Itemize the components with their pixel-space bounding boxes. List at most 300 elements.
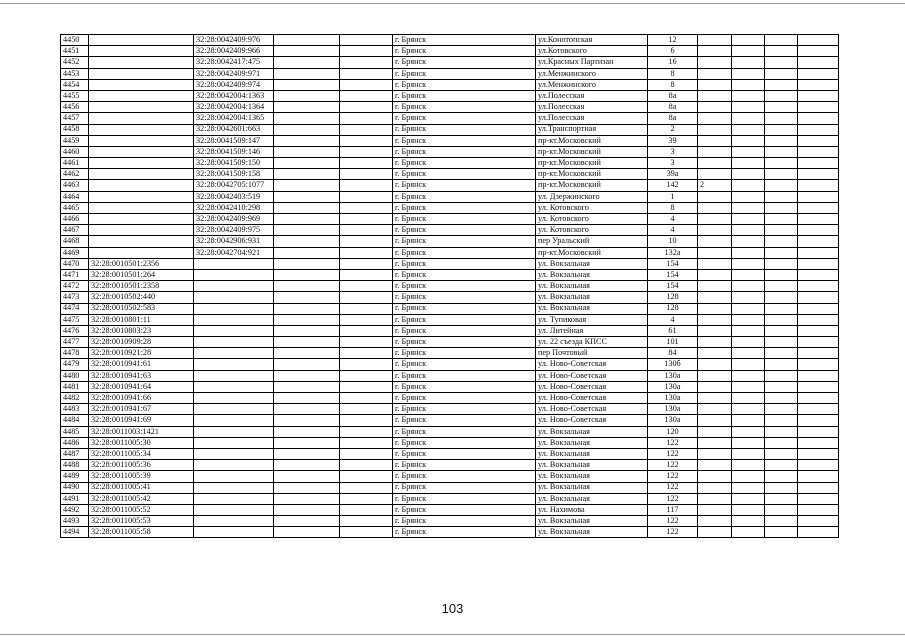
cadastral-number-building [89, 113, 194, 124]
cell-empty [274, 314, 340, 325]
extra-cell [698, 158, 732, 169]
cadastral-number-building [89, 135, 194, 146]
street-cell: пер Уральский [536, 236, 648, 247]
table-row [61, 113, 839, 124]
cadastral-number-building: 32:28:0010502:440 [89, 292, 194, 303]
house-cell: 130а [648, 393, 698, 404]
cell-empty [765, 225, 798, 236]
row-number: 4494 [61, 527, 89, 538]
cell-empty [732, 135, 765, 146]
cadastral-number-building [89, 158, 194, 169]
table-row [61, 180, 839, 191]
cadastral-number-building [89, 35, 194, 46]
cell-empty [765, 202, 798, 213]
cell-empty [340, 247, 393, 258]
house-cell: 130а [648, 370, 698, 381]
cell-empty [340, 269, 393, 280]
city-cell: г. Брянск [393, 381, 536, 392]
house-cell: 101 [648, 337, 698, 348]
cell-empty [732, 359, 765, 370]
cell-empty [765, 393, 798, 404]
house-cell: 122 [648, 471, 698, 482]
cell-empty [274, 35, 340, 46]
cell-empty [274, 269, 340, 280]
row-number: 4453 [61, 68, 89, 79]
street-cell: ул. Вокзальная [536, 303, 648, 314]
cell-empty [798, 269, 839, 280]
extra-cell [698, 381, 732, 392]
cell-empty [274, 236, 340, 247]
cell-empty [274, 437, 340, 448]
cell-empty [765, 404, 798, 415]
table-row [61, 393, 839, 404]
cell-empty [765, 359, 798, 370]
cell-empty [732, 225, 765, 236]
house-cell: 130б [648, 359, 698, 370]
table-row [61, 527, 839, 538]
cell-empty [732, 516, 765, 527]
cell-empty [340, 214, 393, 225]
house-cell: 122 [648, 460, 698, 471]
cadastral-number-premises: 32:28:0041509:147 [194, 135, 274, 146]
cell-empty [732, 437, 765, 448]
cadastral-number-premises: 32:28:0041509:158 [194, 169, 274, 180]
extra-cell [698, 370, 732, 381]
table-row [61, 348, 839, 359]
cadastral-number-building [89, 124, 194, 135]
cell-empty [274, 325, 340, 336]
cell-empty [732, 404, 765, 415]
cadastral-number-premises: 32:28:0042409:969 [194, 214, 274, 225]
cell-empty [798, 146, 839, 157]
cell-empty [340, 359, 393, 370]
cell-empty [274, 225, 340, 236]
row-number: 4488 [61, 460, 89, 471]
extra-cell [698, 169, 732, 180]
street-cell: ул. Ново-Советская [536, 393, 648, 404]
street-cell: ул. Котовского [536, 202, 648, 213]
row-number: 4455 [61, 90, 89, 101]
page-number: 103 [441, 601, 464, 616]
extra-cell [698, 471, 732, 482]
cell-empty [732, 214, 765, 225]
cadastral-number-building: 32:28:0010941:67 [89, 404, 194, 415]
cell-empty [798, 348, 839, 359]
row-number: 4480 [61, 370, 89, 381]
row-number: 4459 [61, 135, 89, 146]
cell-empty [340, 202, 393, 213]
cadastral-number-building: 32:28:0011005:39 [89, 471, 194, 482]
house-cell: 122 [648, 482, 698, 493]
table-row [61, 236, 839, 247]
row-number: 4473 [61, 292, 89, 303]
cell-empty [732, 348, 765, 359]
cadastral-number-premises: 32:28:0042004:1363 [194, 90, 274, 101]
cadastral-number-building: 32:28:0011005:42 [89, 493, 194, 504]
cell-empty [765, 124, 798, 135]
cell-empty [798, 359, 839, 370]
table-row [61, 124, 839, 135]
city-cell: г. Брянск [393, 527, 536, 538]
extra-cell [698, 269, 732, 280]
cadastral-number-building: 32:28:0010941:66 [89, 393, 194, 404]
cell-empty [732, 393, 765, 404]
row-number: 4483 [61, 404, 89, 415]
house-cell: 8 [648, 202, 698, 213]
cell-empty [798, 46, 839, 57]
row-number: 4486 [61, 437, 89, 448]
house-cell: 3 [648, 158, 698, 169]
cell-empty [274, 180, 340, 191]
cadastral-number-building: 32:28:0010921:28 [89, 348, 194, 359]
page-bottom-edge [0, 634, 905, 635]
cell-empty [798, 337, 839, 348]
cell-empty [765, 527, 798, 538]
cadastral-number-building: 32:28:0011005:34 [89, 448, 194, 459]
table-row [61, 79, 839, 90]
cell-empty [274, 146, 340, 157]
cadastral-number-premises [194, 516, 274, 527]
cell-empty [765, 348, 798, 359]
house-cell: 3 [648, 146, 698, 157]
cell-empty [340, 102, 393, 113]
city-cell: г. Брянск [393, 191, 536, 202]
cadastral-number-premises [194, 381, 274, 392]
house-cell: 39а [648, 169, 698, 180]
city-cell: г. Брянск [393, 471, 536, 482]
street-cell: ул. Вокзальная [536, 437, 648, 448]
street-cell: ул. Ново-Советская [536, 359, 648, 370]
row-number: 4468 [61, 236, 89, 247]
city-cell: г. Брянск [393, 247, 536, 258]
cell-empty [732, 258, 765, 269]
city-cell: г. Брянск [393, 258, 536, 269]
extra-cell [698, 415, 732, 426]
cell-empty [732, 191, 765, 202]
cell-empty [274, 169, 340, 180]
extra-cell [698, 303, 732, 314]
cell-empty [798, 325, 839, 336]
house-cell: 10 [648, 236, 698, 247]
table-row [61, 337, 839, 348]
house-cell: 117 [648, 504, 698, 515]
extra-cell [698, 46, 732, 57]
cadastral-number-building [89, 90, 194, 101]
cell-empty [798, 35, 839, 46]
cadastral-number-premises [194, 493, 274, 504]
row-number: 4476 [61, 325, 89, 336]
street-cell: ул. Ново-Советская [536, 381, 648, 392]
street-cell: пр-кт.Московский [536, 247, 648, 258]
row-number: 4479 [61, 359, 89, 370]
table-row [61, 102, 839, 113]
house-cell: 12 [648, 35, 698, 46]
extra-cell [698, 482, 732, 493]
row-number: 4485 [61, 426, 89, 437]
cell-empty [765, 370, 798, 381]
cell-empty [732, 79, 765, 90]
house-cell: 84 [648, 348, 698, 359]
cell-empty [798, 292, 839, 303]
cell-empty [340, 393, 393, 404]
cell-empty [765, 325, 798, 336]
cell-empty [798, 247, 839, 258]
street-cell: ул.Полесская [536, 90, 648, 101]
street-cell: ул.Конотопская [536, 35, 648, 46]
cell-empty [340, 348, 393, 359]
cell-empty [732, 381, 765, 392]
cadastral-number-building [89, 79, 194, 90]
extra-cell [698, 236, 732, 247]
extra-cell [698, 146, 732, 157]
street-cell: пр-кт.Московский [536, 169, 648, 180]
cell-empty [798, 113, 839, 124]
street-cell: ул. Вокзальная [536, 426, 648, 437]
city-cell: г. Брянск [393, 404, 536, 415]
cadastral-number-premises: 32:28:0042409:974 [194, 79, 274, 90]
table-row [61, 460, 839, 471]
cell-empty [765, 247, 798, 258]
cell-empty [798, 460, 839, 471]
cell-empty [274, 191, 340, 202]
street-cell: ул. Литейная [536, 325, 648, 336]
extra-cell [698, 57, 732, 68]
row-number: 4462 [61, 169, 89, 180]
cell-empty [340, 292, 393, 303]
extra-cell [698, 516, 732, 527]
cadastral-number-premises: 32:28:0042601:663 [194, 124, 274, 135]
table-row [61, 325, 839, 336]
house-cell: 122 [648, 516, 698, 527]
cell-empty [340, 135, 393, 146]
cadastral-number-premises [194, 269, 274, 280]
cell-empty [798, 225, 839, 236]
cell-empty [732, 102, 765, 113]
cell-empty [765, 102, 798, 113]
street-cell: ул.Котовского [536, 46, 648, 57]
extra-cell [698, 437, 732, 448]
city-cell: г. Брянск [393, 158, 536, 169]
house-cell: 61 [648, 325, 698, 336]
cadastral-number-building [89, 180, 194, 191]
cell-empty [798, 57, 839, 68]
extra-cell [698, 214, 732, 225]
extra-cell [698, 79, 732, 90]
city-cell: г. Брянск [393, 393, 536, 404]
cell-empty [798, 448, 839, 459]
house-cell: 2 [648, 124, 698, 135]
street-cell: ул. Тупиковая [536, 314, 648, 325]
cadastral-number-premises: 32:28:0042004:1364 [194, 102, 274, 113]
city-cell: г. Брянск [393, 79, 536, 90]
row-number: 4454 [61, 79, 89, 90]
row-number: 4463 [61, 180, 89, 191]
table-row [61, 90, 839, 101]
extra-cell [698, 404, 732, 415]
cell-empty [765, 68, 798, 79]
city-cell: г. Брянск [393, 202, 536, 213]
row-number: 4474 [61, 303, 89, 314]
cell-empty [732, 415, 765, 426]
cadastral-number-building: 32:28:0010501:2356 [89, 258, 194, 269]
cadastral-number-premises [194, 258, 274, 269]
street-cell: пр-кт.Московский [536, 180, 648, 191]
city-cell: г. Брянск [393, 448, 536, 459]
cell-empty [765, 35, 798, 46]
house-cell: 6 [648, 46, 698, 57]
house-cell: 130а [648, 415, 698, 426]
cadastral-number-premises: 32:28:0042403:519 [194, 191, 274, 202]
cell-empty [274, 90, 340, 101]
cell-empty [274, 370, 340, 381]
cell-empty [798, 102, 839, 113]
cell-empty [340, 426, 393, 437]
cell-empty [798, 236, 839, 247]
house-cell: 4 [648, 225, 698, 236]
cell-empty [340, 527, 393, 538]
table-row [61, 370, 839, 381]
street-cell: ул. Дзержинского [536, 191, 648, 202]
table-row [61, 404, 839, 415]
cell-empty [340, 169, 393, 180]
house-cell: 142 [648, 180, 698, 191]
cadastral-number-building [89, 214, 194, 225]
table-row [61, 448, 839, 459]
city-cell: г. Брянск [393, 57, 536, 68]
table-row [61, 258, 839, 269]
cell-empty [732, 169, 765, 180]
cell-empty [340, 90, 393, 101]
row-number: 4451 [61, 46, 89, 57]
street-cell: ул. Вокзальная [536, 281, 648, 292]
cell-empty [732, 90, 765, 101]
row-number: 4478 [61, 348, 89, 359]
cadastral-number-building: 32:28:0011005:58 [89, 527, 194, 538]
city-cell: г. Брянск [393, 359, 536, 370]
cadastral-number-premises: 32:28:0042704:921 [194, 247, 274, 258]
extra-cell [698, 258, 732, 269]
cadastral-number-premises [194, 482, 274, 493]
house-cell: 132а [648, 247, 698, 258]
cell-empty [274, 527, 340, 538]
extra-cell [698, 348, 732, 359]
cell-empty [732, 314, 765, 325]
page-top-edge [0, 3, 905, 4]
cell-empty [798, 158, 839, 169]
cell-empty [340, 258, 393, 269]
cell-empty [340, 516, 393, 527]
cell-empty [798, 303, 839, 314]
cadastral-number-premises [194, 448, 274, 459]
cadastral-number-building: 32:28:0011005:36 [89, 460, 194, 471]
cell-empty [798, 482, 839, 493]
cell-empty [798, 202, 839, 213]
cell-empty [765, 146, 798, 157]
cell-empty [340, 504, 393, 515]
cadastral-number-building: 32:28:0010941:61 [89, 359, 194, 370]
cell-empty [765, 415, 798, 426]
house-cell: 130а [648, 381, 698, 392]
cell-empty [765, 516, 798, 527]
cell-empty [732, 325, 765, 336]
row-number: 4487 [61, 448, 89, 459]
cell-empty [340, 370, 393, 381]
cell-empty [765, 46, 798, 57]
cadastral-number-premises: 32:28:0042409:966 [194, 46, 274, 57]
street-cell: ул.Менжинского [536, 68, 648, 79]
cell-empty [274, 281, 340, 292]
extra-cell [698, 504, 732, 515]
row-number: 4492 [61, 504, 89, 515]
cadastral-number-building [89, 169, 194, 180]
street-cell: ул.Полесская [536, 113, 648, 124]
cadastral-number-premises [194, 504, 274, 515]
street-cell: ул. Вокзальная [536, 448, 648, 459]
row-number: 4472 [61, 281, 89, 292]
street-cell: ул. 22 съезда КПСС [536, 337, 648, 348]
extra-cell [698, 35, 732, 46]
cadastral-number-premises [194, 303, 274, 314]
city-cell: г. Брянск [393, 35, 536, 46]
row-number: 4484 [61, 415, 89, 426]
house-cell: 4 [648, 314, 698, 325]
cadastral-number-building: 32:28:0011005:53 [89, 516, 194, 527]
city-cell: г. Брянск [393, 214, 536, 225]
house-cell: 154 [648, 269, 698, 280]
cadastral-number-building [89, 146, 194, 157]
cell-empty [274, 202, 340, 213]
cell-empty [732, 35, 765, 46]
city-cell: г. Брянск [393, 225, 536, 236]
street-cell: ул. Вокзальная [536, 460, 648, 471]
row-number: 4481 [61, 381, 89, 392]
city-cell: г. Брянск [393, 180, 536, 191]
extra-cell [698, 527, 732, 538]
cell-empty [765, 292, 798, 303]
street-cell: ул. Котовского [536, 225, 648, 236]
street-cell: ул.Транспортная [536, 124, 648, 135]
table-row [61, 35, 839, 46]
house-cell: 130а [648, 404, 698, 415]
cell-empty [340, 482, 393, 493]
cadastral-number-building: 32:28:0011005:30 [89, 437, 194, 448]
cadastral-number-premises [194, 404, 274, 415]
cadastral-number-premises [194, 314, 274, 325]
extra-cell [698, 225, 732, 236]
cell-empty [732, 527, 765, 538]
cell-empty [765, 258, 798, 269]
house-cell: 122 [648, 493, 698, 504]
cadastral-number-building: 32:28:0010801:11 [89, 314, 194, 325]
street-cell: ул. Вокзальная [536, 471, 648, 482]
cadastral-number-building: 32:28:0010803:23 [89, 325, 194, 336]
extra-cell [698, 337, 732, 348]
table-row [61, 68, 839, 79]
cell-empty [765, 314, 798, 325]
cell-empty [765, 214, 798, 225]
cell-empty [732, 158, 765, 169]
extra-cell [698, 135, 732, 146]
cell-empty [732, 269, 765, 280]
city-cell: г. Брянск [393, 169, 536, 180]
cadastral-number-premises [194, 437, 274, 448]
cell-empty [765, 303, 798, 314]
extra-cell [698, 90, 732, 101]
cell-empty [732, 202, 765, 213]
street-cell: ул. Вокзальная [536, 269, 648, 280]
city-cell: г. Брянск [393, 415, 536, 426]
cadastral-number-building: 32:28:0011005:41 [89, 482, 194, 493]
